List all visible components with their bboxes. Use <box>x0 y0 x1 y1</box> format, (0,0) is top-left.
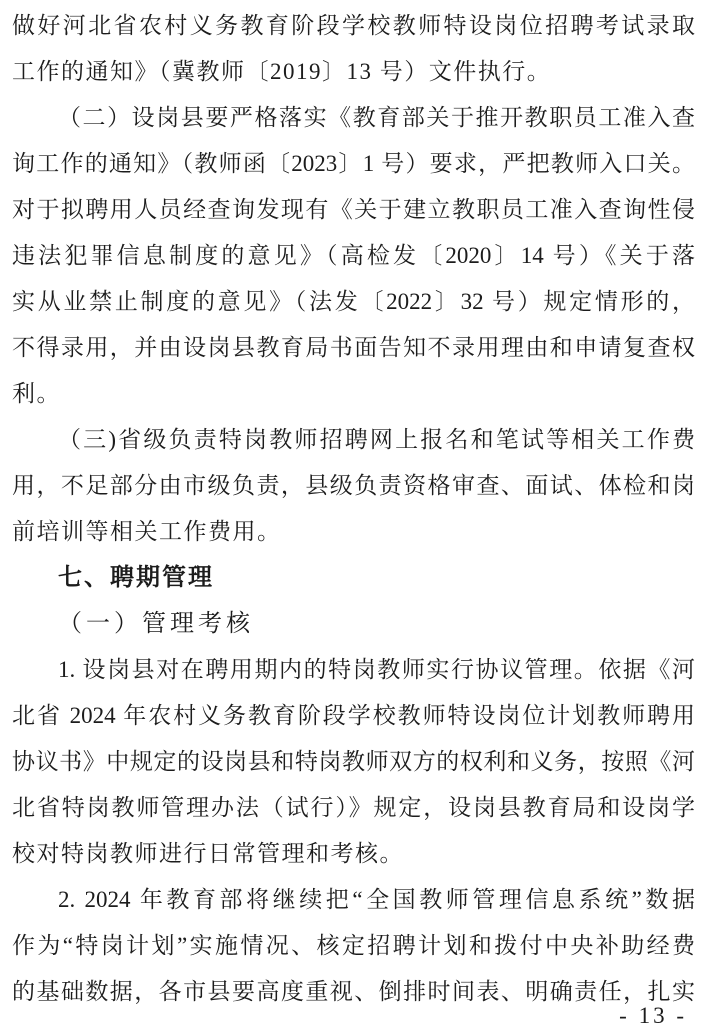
text-line: 实从业禁止制度的意见》（法发〔2022〕32 号）规定情形的， <box>12 289 695 314</box>
text-line: 询工作的通知》（教师函〔2023〕1 号）要求，严把教师入口关。 <box>12 151 695 176</box>
page-number: - 13 - <box>619 1003 687 1028</box>
text-line: 北省特岗教师管理办法（试行）》规定，设岗县教育局和设岗学 <box>12 795 695 820</box>
text-line: 不得录用，并由设岗县教育局书面告知不录用理由和申请复查权 <box>12 335 695 360</box>
text-line: 作为“特岗计划”实施情况、核定招聘计划和拨付中央补助经费 <box>12 933 695 958</box>
section-heading: 七、聘期管理 <box>58 564 214 591</box>
text-line: 2. 2024 年教育部将继续把“全国教师管理信息系统”数据 <box>58 887 695 912</box>
text-line: 做好河北省农村义务教育阶段学校教师特设岗位招聘考试录取 <box>12 13 695 38</box>
text-line: 协议书》中规定的设岗县和特岗教师双方的权利和义务，按照《河 <box>12 749 695 774</box>
text-line: 1. 设岗县对在聘用期内的特岗教师实行协议管理。依据《河 <box>58 657 695 682</box>
text-line: 校对特岗教师进行日常管理和考核。 <box>12 841 404 866</box>
text-line: （二）设岗县要严格落实《教育部关于推开教职员工准入查 <box>58 105 695 130</box>
text-line: 对于拟聘用人员经查询发现有《关于建立教职员工准入查询性侵 <box>12 197 695 222</box>
text-line: 北省 2024 年农村义务教育阶段学校教师特设岗位计划教师聘用 <box>12 703 695 728</box>
text-line: 前培训等相关工作费用。 <box>12 519 282 544</box>
text-line: 工作的通知》（冀教师〔2019〕13 号）文件执行。 <box>12 59 552 84</box>
text-line: 违法犯罪信息制度的意见》（高检发〔2020〕14 号）《关于落 <box>12 243 695 268</box>
text-line: 利。 <box>12 381 61 406</box>
text-line: 的基础数据，各市县要高度重视、倒排时间表、明确责任，扎实 <box>12 979 695 1004</box>
text-line: 用，不足部分由市级负责，县级负责资格审查、面试、体检和岗 <box>12 473 695 498</box>
text-line: （三)省级负责特岗教师招聘网上报名和笔试等相关工作费 <box>58 427 695 452</box>
subsection-heading: （一）管理考核 <box>58 611 254 637</box>
